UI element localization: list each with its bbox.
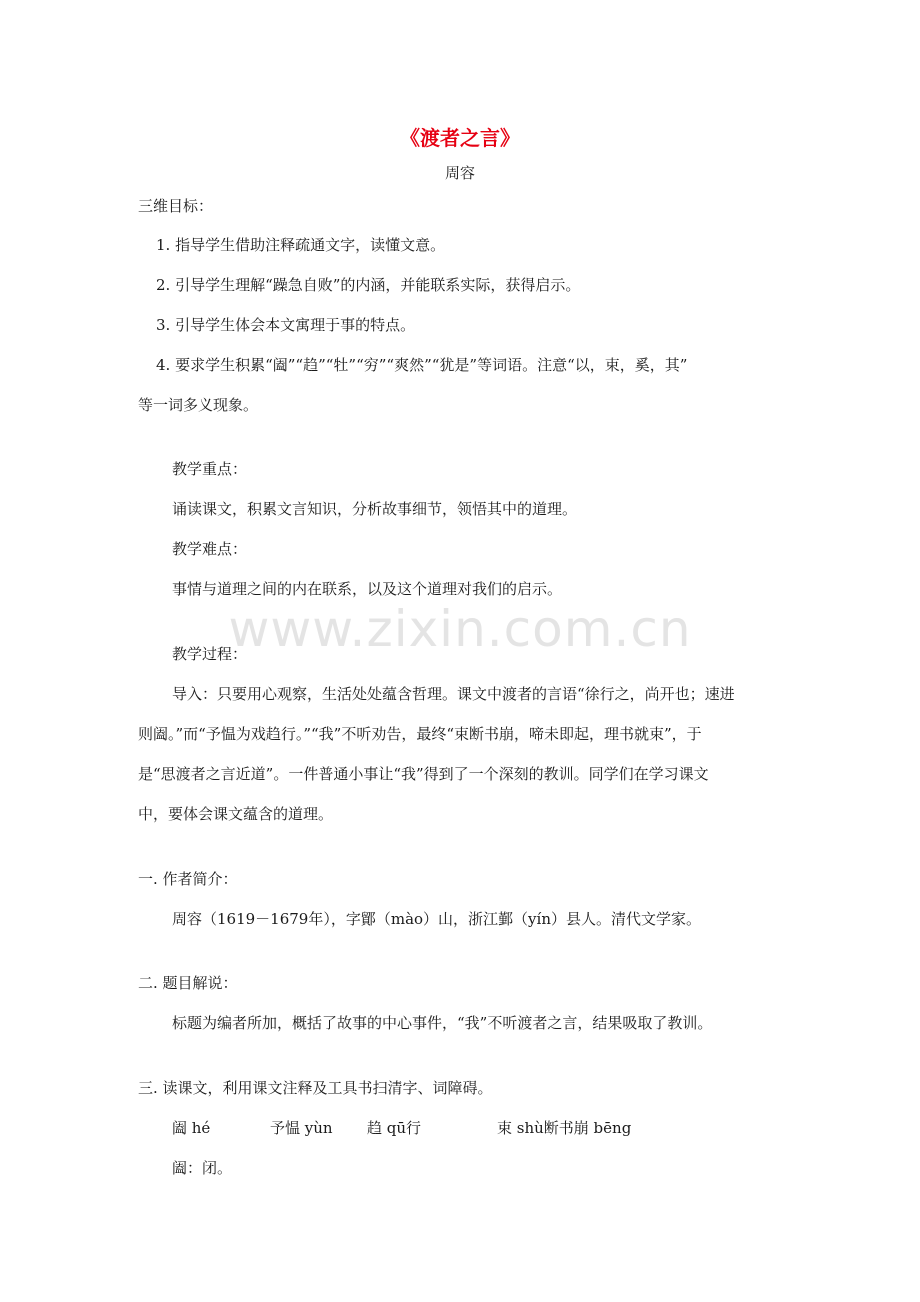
key-point-text: 诵读课文，积累文言知识，分析故事细节，领悟其中的道理。: [172, 500, 578, 518]
section3-heading: 三. 读课文，利用课文注释及工具书扫清字、词障碍。: [138, 1079, 493, 1097]
key-point-heading: 教学重点：: [172, 460, 248, 478]
section1-text: 周容（1619－1679年），字鄮（mào）山，浙江鄞（yín）县人。清代文学家。: [172, 910, 701, 928]
goal-item: 4. 要求学生积累“阖”“趋”“牡”“穷”“爽然”“犹是”等词语。注意“以，束，奚，其”: [156, 356, 688, 374]
pinyin-item: 阖 hé: [172, 1119, 211, 1137]
goals-heading: 三维目标：: [138, 197, 214, 215]
pinyin-item: 予愠 yùn: [270, 1119, 333, 1137]
document-title: 《渡者之言》: [400, 126, 520, 150]
pinyin-item: 束 shù断书崩 bēng: [497, 1119, 632, 1137]
intro-paragraph-line: 则阖。”而“予愠为戏趋行。”“我”不听劝告，最终“束断书崩，啼未即起，理书就束”，于: [138, 725, 702, 743]
difficulty-text: 事情与道理之间的内在联系，以及这个道理对我们的启示。: [172, 580, 563, 598]
difficulty-heading: 教学难点：: [172, 540, 248, 558]
section2-heading: 二. 题目解说：: [138, 974, 238, 992]
section1-heading: 一. 作者简介：: [138, 870, 238, 888]
goal-item: 3. 引导学生体会本文寓理于事的特点。: [156, 316, 416, 334]
goal-item-continued: 等一词多义现象。: [138, 396, 259, 414]
intro-paragraph-line: 中，要体会课文蕴含的道理。: [138, 805, 334, 823]
section2-text: 标题为编者所加，概括了故事的中心事件，“我”不听渡者之言，结果吸取了教训。: [172, 1014, 713, 1032]
intro-paragraph-line: 是“思渡者之言近道”。一件普通小事让“我”得到了一个深刻的教训。同学们在学习课文: [138, 765, 709, 783]
author-name: 周容: [444, 164, 475, 182]
gloss-text: 阖：闭。: [172, 1159, 233, 1177]
intro-paragraph-line: 导入：只要用心观察，生活处处蕴含哲理。课文中渡者的言语“徐行之，尚开也；速进: [172, 685, 735, 703]
goal-item: 1. 指导学生借助注释疏通文字，读懂文意。: [156, 236, 446, 254]
process-heading: 教学过程：: [172, 645, 248, 663]
pinyin-item: 趋 qū行: [367, 1119, 422, 1137]
goal-item: 2. 引导学生理解“躁急自败”的内涵，并能联系实际，获得启示。: [156, 276, 581, 294]
watermark: www.zixin.com.cn: [228, 600, 692, 658]
